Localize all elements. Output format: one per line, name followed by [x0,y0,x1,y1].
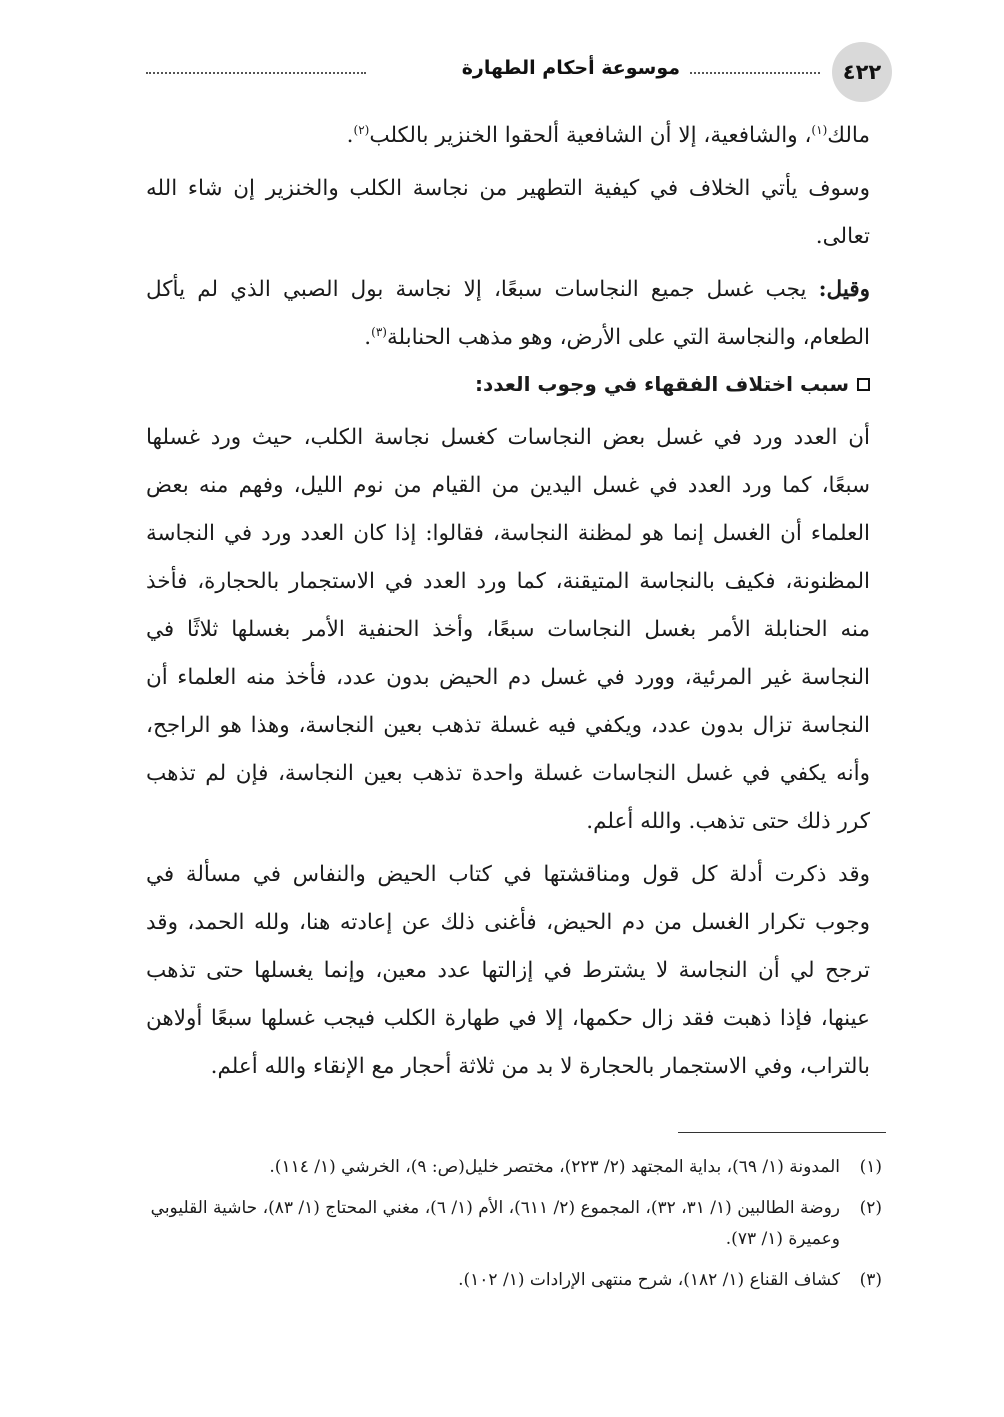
section-heading-text: سبب اختلاف الفقهاء في وجوب العدد: [474,372,849,396]
square-bullet-icon [857,378,870,391]
footnote-text: روضة الطالبين (١/ ٣١، ٣٢)، المجموع (٢/ ٦١١)، الأم (١/ ٦)، مغني المحتاج (١/ ٨٣)، حاشية القليوبي وعميرة (١/ ٧٣). [150,1198,840,1249]
footnotes [146,1152,882,1306]
paragraph-5: وقد ذكرت أدلة كل قول ومناقشتها في كتاب الحيض والنفاس في مسألة في وجوب تكرار الغسل من دم الحيض، فأغنى ذلك عن إعادته هنا، ولله الحمد، وقد ترجح لي أن النجاسة لا يشترط في إزالتها عدد معين، وإنما يغسلها حتى تذهب عينها، فإذا ذهبت فقد زال حكمها، إلا في طهارة الكلب فيجب غسلها سبعًا أولاهن بالتراب، وفي الاستجمار بالحجارة لا بد من ثلاثة أحجار مع الإنقاء والله أعلم. [146,862,870,1079]
paragraph-2: وسوف يأتي الخلاف في كيفية التطهير من نجاسة الكلب والخنزير إن شاء الله تعالى. [146,176,870,249]
paragraph-1 [146,112,870,160]
footnote-text: كشاف القناع (١/ ١٨٢)، شرح منتهى الإرادات (١/ ١٠٢). [458,1270,840,1290]
footnote-ref-3: (٣) [371,324,387,339]
footnote-ref-1: (١) [811,122,828,137]
section-heading [146,364,870,404]
paragraph-1-end: . [346,123,354,148]
paragraph-3-end: . [364,325,372,350]
footnote-number: (٢) [859,1198,882,1218]
footnote-text: المدونة (١/ ٦٩)، بداية المجتهد (٢/ ٢٢٣)، مختصر خليل(ص: ٩)، الخرشي (١/ ١١٤). [269,1157,840,1177]
header-dotted-line-right [690,72,820,74]
footnote-number: (١) [859,1157,882,1177]
paragraph-4: أن العدد ورد في غسل بعض النجاسات كغسل نجاسة الكلب، حيث ورد غسلها سبعًا، كما ورد العدد في غسل اليدين من القيام من نوم الليل، وفهم منه بعض العلماء أن الغسل إنما هو لمظنة النجاسة، فقالوا: إذا كان العدد ورد في النجاسة المظنونة، فكيف بالنجاسة المتيقنة، كما ورد العدد في الاستجمار بالحجارة، فأخذ منه الحنابلة الأمر بغسل النجاسات سبعًا، وأخذ الحنفية الأمر بغسلها ثلاثًا في النجاسة غير المرئية، وورد في غسل دم الحيض بدون عدد، فأخذ منه العلماء أن النجاسة تزال بدون عدد، ويكفي فيه غسلة تذهب بعين النجاسة، وهذا هو الراجح، وأنه يكفي في غسل النجاسات غسلة واحدة تذهب بعين النجاسة، فإن لم تذهب كرر ذلك حتى تذهب. والله أعلم. [146,425,870,834]
footnote-ref-2: (٢) [353,122,370,137]
footnote-number: (٣) [859,1270,882,1290]
footnote-2 [146,1193,882,1255]
paragraph-3-text: يجب غسل جميع النجاسات سبعًا، إلا نجاسة بول الصبي الذي لم يأكل الطعام، والنجاسة التي على الأرض، وهو مذهب الحنابلة [146,277,870,350]
page-number: ٤٢٢ [832,42,892,102]
paragraph-3-lead: وقيل: [818,277,870,302]
page-header [146,42,892,102]
main-text [146,112,870,1096]
paragraph-3 [146,266,870,362]
header-title: موسوعة أحكام الطهارة [461,57,680,79]
footnote-3 [146,1265,882,1296]
paragraph-1-text-b: ، والشافعية، إلا أن الشافعية ألحقوا الخنزير بالكلب [369,123,812,148]
header-dotted-line-left [146,72,366,74]
footnote-separator [678,1132,886,1133]
footnote-1 [146,1152,882,1183]
paragraph-1-text: مالك [827,123,870,148]
